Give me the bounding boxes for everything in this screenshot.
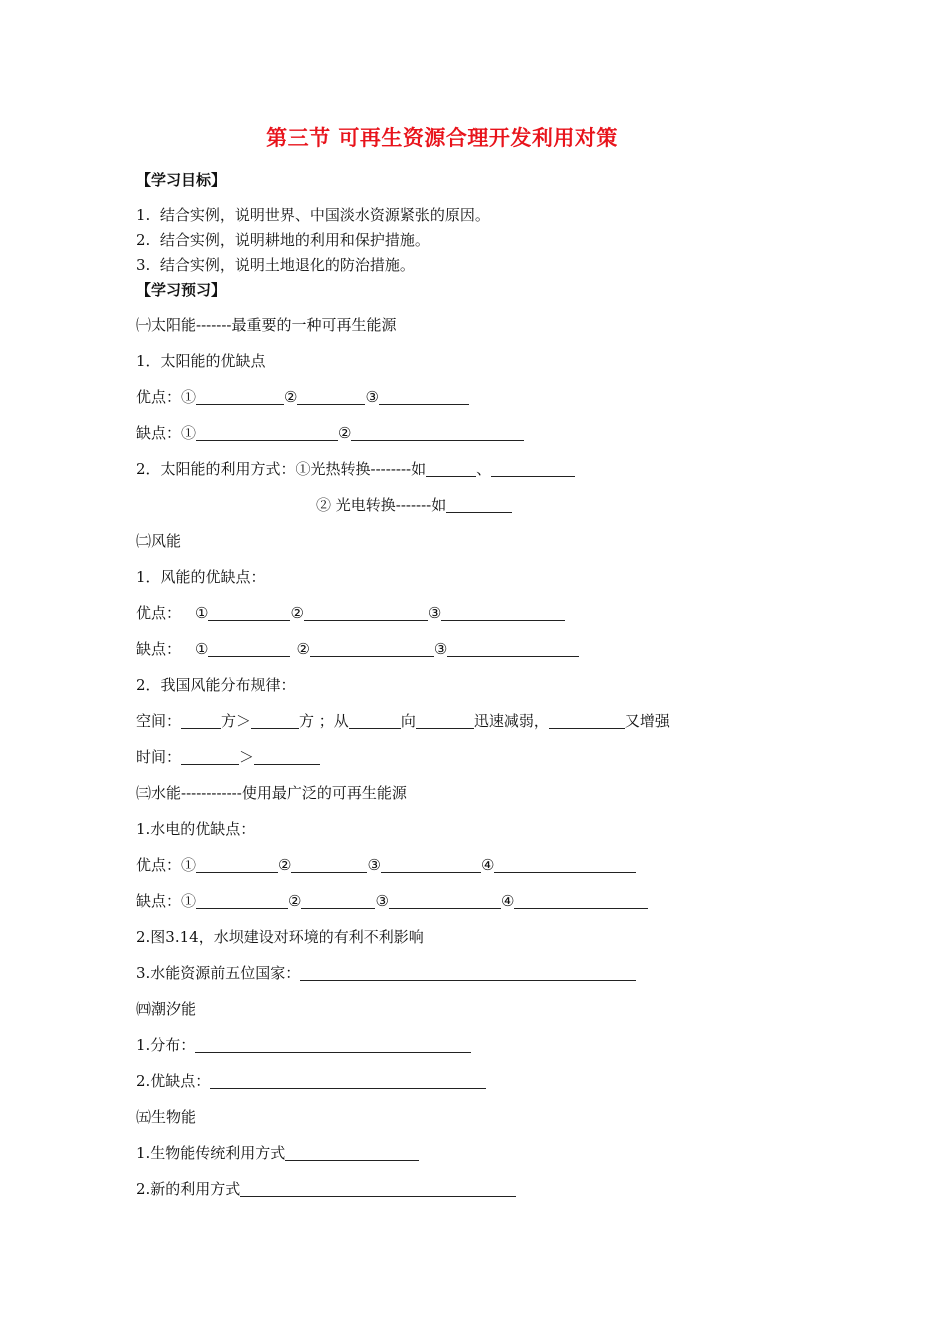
mark: ① (181, 856, 197, 874)
bio-heading: ㈤生物能 (136, 1108, 197, 1126)
space-label: 空间： (136, 712, 182, 730)
hydro-pros-row (136, 855, 636, 875)
answer-blank[interactable] (379, 389, 469, 405)
question-text: ② 光电转换-------如 (316, 496, 447, 514)
solar-question-2b (316, 495, 512, 515)
page-title: 第三节 可再生资源合理开发利用对策 (266, 126, 618, 150)
wind-question-2: 2．我国风能分布规律： (136, 676, 296, 694)
bio-question-2 (136, 1179, 516, 1199)
answer-blank[interactable] (181, 713, 221, 729)
answer-blank[interactable] (304, 605, 428, 621)
mark: ④ (480, 856, 495, 874)
answer-blank[interactable] (208, 605, 290, 621)
mark: ② (290, 604, 304, 622)
question-text: 2.优缺点： (136, 1072, 211, 1090)
wind-time-row (136, 747, 320, 767)
answer-blank[interactable] (389, 893, 501, 909)
space-text: 方 ；从 (299, 712, 349, 730)
cons-label: 缺点： (136, 640, 182, 658)
solar-question-1: 1．太阳能的优缺点 (136, 352, 266, 370)
cons-label: 缺点： (136, 424, 182, 442)
space-text: 向 (400, 712, 416, 730)
pros-label: 优点： (136, 856, 182, 874)
solar-question-2 (136, 459, 575, 479)
mark: ② (278, 856, 292, 874)
answer-blank[interactable] (349, 713, 401, 729)
answer-blank[interactable] (301, 893, 375, 909)
tidal-question-2 (136, 1071, 486, 1091)
mark: ③ (427, 604, 442, 622)
cons-label: 缺点： (136, 892, 182, 910)
answer-blank[interactable] (494, 857, 636, 873)
pros-label: 优点： (136, 388, 182, 406)
answer-blank[interactable] (549, 713, 625, 729)
answer-blank[interactable] (381, 857, 481, 873)
answer-blank[interactable] (181, 749, 239, 765)
mark: ④ (500, 892, 515, 910)
wind-pros-row (136, 603, 565, 623)
pros-label: 优点： (136, 604, 182, 622)
hydro-cons-row (136, 891, 648, 911)
answer-blank[interactable] (310, 641, 434, 657)
answer-blank[interactable] (210, 1073, 486, 1089)
question-text: 1.分布： (136, 1036, 196, 1054)
mark: ② (288, 892, 302, 910)
mark: ① (181, 388, 197, 406)
answer-blank[interactable] (208, 641, 290, 657)
question-text: 1.生物能传统利用方式 (136, 1144, 286, 1162)
mark: ① (181, 424, 197, 442)
mark: ③ (433, 640, 448, 658)
wind-cons-row (136, 639, 579, 659)
answer-blank[interactable] (446, 497, 512, 513)
answer-blank[interactable] (254, 749, 320, 765)
answer-blank[interactable] (285, 1145, 419, 1161)
mark: ① (195, 604, 209, 622)
wind-question-1: 1．风能的优缺点： (136, 568, 266, 586)
separator: ＞ (239, 748, 255, 766)
answer-blank[interactable] (351, 425, 524, 441)
bio-question-1 (136, 1143, 419, 1163)
wind-space-row (136, 711, 670, 731)
space-text: 迅速减弱， (473, 712, 549, 730)
answer-blank[interactable] (447, 641, 579, 657)
wind-heading: ㈡风能 (136, 532, 182, 550)
tidal-question-1 (136, 1035, 471, 1055)
mark: ③ (367, 856, 381, 874)
answer-blank[interactable] (426, 461, 476, 477)
answer-blank[interactable] (251, 713, 299, 729)
mark: ③ (375, 892, 389, 910)
answer-blank[interactable] (196, 893, 288, 909)
goal-item-2: 2. 结合实例，说明耕地的利用和保护措施。 (136, 231, 430, 249)
question-text: 3.水能资源前五位国家： (136, 964, 301, 982)
answer-blank[interactable] (416, 713, 474, 729)
answer-blank[interactable] (514, 893, 648, 909)
hydro-heading: ㈢水能------------使用最广泛的可再生能源 (136, 784, 407, 802)
mark: ② (284, 388, 298, 406)
mark: ③ (365, 388, 379, 406)
question-text: 2.新的利用方式 (136, 1180, 241, 1198)
solar-heading: ㈠太阳能-------最重要的一种可再生能源 (136, 316, 397, 334)
answer-blank[interactable] (196, 857, 278, 873)
space-text: 方＞ (221, 712, 252, 730)
separator: 、 (476, 460, 492, 478)
goal-item-1: 1. 结合实例，说明世界、中国淡水资源紧张的原因。 (136, 206, 490, 224)
answer-blank[interactable] (291, 857, 367, 873)
goal-item-3: 3. 结合实例，说明土地退化的防治措施。 (136, 256, 415, 274)
question-text: 2．太阳能的利用方式：①光热转换--------如 (136, 460, 427, 478)
mark: ① (195, 640, 209, 658)
mark: ② (338, 424, 352, 442)
hydro-question-1: 1.水电的优缺点： (136, 820, 256, 838)
answer-blank[interactable] (300, 965, 636, 981)
hydro-question-2: 2.图3.14，水坝建设对环境的有利不利影响 (136, 928, 424, 946)
space-text: 又增强 (624, 712, 670, 730)
answer-blank[interactable] (196, 389, 284, 405)
answer-blank[interactable] (195, 1037, 471, 1053)
answer-blank[interactable] (240, 1181, 516, 1197)
goals-heading: 【学习目标】 (136, 171, 227, 189)
answer-blank[interactable] (297, 389, 365, 405)
answer-blank[interactable] (491, 461, 575, 477)
hydro-question-3 (136, 963, 636, 983)
answer-blank[interactable] (441, 605, 565, 621)
solar-cons-row (136, 423, 524, 443)
tidal-heading: ㈣潮汐能 (136, 1000, 197, 1018)
preview-heading: 【学习预习】 (136, 281, 227, 299)
time-label: 时间： (136, 748, 182, 766)
mark: ② (296, 640, 310, 658)
solar-pros-row (136, 387, 469, 407)
answer-blank[interactable] (196, 425, 338, 441)
mark: ① (181, 892, 197, 910)
